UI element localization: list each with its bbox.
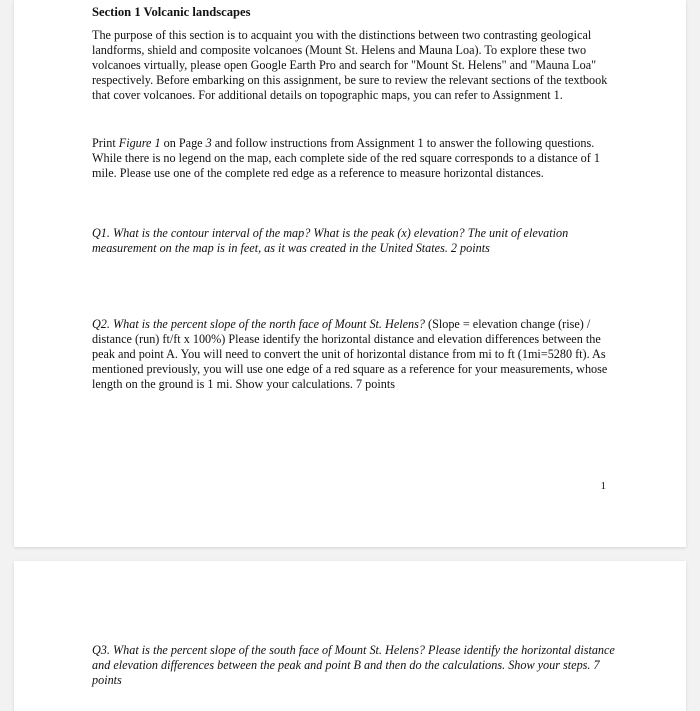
- section-heading: Section 1 Volcanic landscapes: [92, 5, 251, 19]
- question-2-italic-text: Q2. What is the percent slope of the north face of Mount St. Helens?: [92, 317, 425, 331]
- question-1: [92, 226, 620, 256]
- instructions-on-page-text: on Page: [160, 136, 206, 150]
- document-page-2: [14, 561, 686, 711]
- intro-text: The purpose of this section is to acquaint you with the distinctions between two contrasting geological landforms, shield and composite volcanoes (Mount St. Helens and Mauna Loa). To explore these two volcanoes virtually, please open Google Earth Pro and search for "Mount St. Helens" and "Mauna Loa" respectively. Before embarking on this assignment, be sure to review the relevant sections of the textbook that cover volcanoes. For additional details on topographic maps, you can refer to Assignment 1.: [92, 28, 608, 102]
- figure-reference: Figure 1: [118, 136, 161, 150]
- page-number: 1: [600, 480, 606, 492]
- instructions-rest-text: and follow instructions from Assignment 1 to answer the following questions. While there is no legend on the map, each complete side of the red square corresponds to a distance of 1 mile. Please use one of the complete red edge as a reference to measure horizontal distances.: [92, 136, 600, 180]
- instructions-print-text: Print: [92, 136, 119, 150]
- question-3: [92, 643, 620, 688]
- question-2-body-text: (Slope = elevation change (rise) / distance (run) ft/ft x 100%) Please identify the horizontal distance and elevation differences between the peak and point A. You will need to convert the unit of horizontal distance from mi to ft (1mi=5280 ft). As mentioned previously, you will use one edge of a red square as a reference for your measurements, whose length on the ground is 1 mi. Show your calculations. 7 points: [92, 317, 608, 391]
- page-reference: 3: [205, 136, 212, 150]
- intro-paragraph: [92, 28, 620, 103]
- question-2: [92, 317, 620, 392]
- question-3-text: Q3. What is the percent slope of the south face of Mount St. Helens? Please identify the horizontal distance and elevation differences between the peak and point B and then do the calculations. Show your steps. 7 points: [92, 643, 615, 687]
- document-page-1: [14, 0, 686, 547]
- question-1-text: Q1. What is the contour interval of the map? What is the peak (x) elevation? The unit of elevation measurement on the map is in feet, as it was created in the United States. 2 points: [92, 226, 569, 255]
- instructions-paragraph: [92, 136, 620, 181]
